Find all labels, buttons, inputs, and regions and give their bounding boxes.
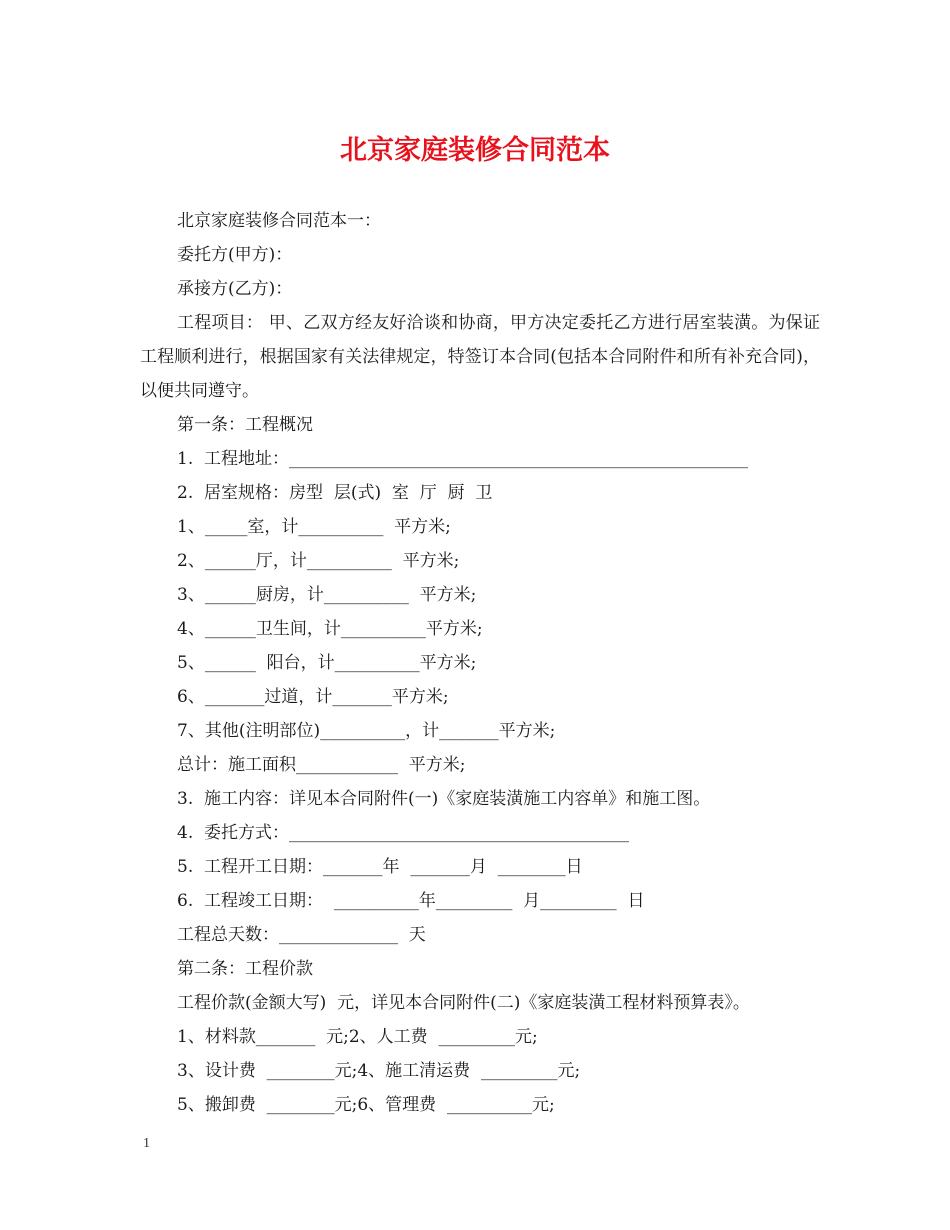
room-item: 3、______厨房，计__________ 平方米; bbox=[177, 585, 477, 605]
project-paragraph: 工程项目： 甲、乙双方经友好洽谈和协商，甲方决定委托乙方进行居室装潢。为保证工程顺利进行，根据国家有关法律规定，特签订本合同(包括本合同附件和所有补充合同)，以便共同遵守。 bbox=[140, 313, 820, 401]
room-item: 1、_____室，计__________ 平方米; bbox=[177, 517, 451, 537]
fee-line: 3、设计费 ________元;4、施工清运费 _________元; bbox=[177, 1061, 581, 1081]
room-item: 4、______卫生间，计__________平方米; bbox=[177, 619, 483, 639]
project-address-line: 1. 工程地址：______________________________________________________ bbox=[177, 449, 749, 469]
section-2-heading: 第二条：工程价款 bbox=[177, 959, 313, 979]
construction-content-line: 3. 施工内容：详见本合同附件(一)《家庭装潢施工内容单》和施工图。 bbox=[177, 789, 711, 809]
party-b-line: 承接方(乙方)： bbox=[177, 279, 293, 299]
completion-date-line: 6. 工程竣工日期： __________年_________ 月_________ 日 bbox=[177, 891, 645, 911]
section-1-heading: 第一条：工程概况 bbox=[177, 415, 313, 435]
contract-heading: 北京家庭装修合同范本一： bbox=[177, 211, 381, 231]
price-line: 工程价款(金额大写) 元，详见本合同附件(二)《家庭装潢工程材料预算表》。 bbox=[177, 993, 750, 1013]
room-item: 6、_______过道，计_______平方米; bbox=[177, 687, 449, 707]
room-item: 2、______厅，计__________ 平方米; bbox=[177, 551, 460, 571]
fee-line: 1、材料款_______ 元;2、人工费 _________元; bbox=[177, 1027, 538, 1047]
page-number: 1 bbox=[143, 1136, 150, 1151]
fee-line: 5、搬卸费 ________元;6、管理费 __________元; bbox=[177, 1095, 555, 1115]
document-title: 北京家庭装修合同范本 bbox=[340, 135, 610, 166]
room-item: 7、其他(注明部位)__________，计_______平方米; bbox=[177, 721, 556, 741]
party-a-line: 委托方(甲方)： bbox=[177, 245, 293, 265]
room-spec-line: 2. 居室规格：房型 层(式) 室 厅 厨 卫 bbox=[177, 483, 493, 503]
room-item: 5、______ 阳台，计__________平方米; bbox=[177, 653, 477, 673]
start-date-line: 5. 工程开工日期：_______年 _______月 ________日 bbox=[177, 857, 583, 877]
commission-method-line: 4. 委托方式：________________________________________ bbox=[177, 823, 630, 843]
total-days-line: 工程总天数：______________ 天 bbox=[177, 925, 426, 945]
document-body bbox=[140, 204, 820, 1122]
total-area-line: 总计：施工面积____________ 平方米; bbox=[177, 755, 466, 775]
